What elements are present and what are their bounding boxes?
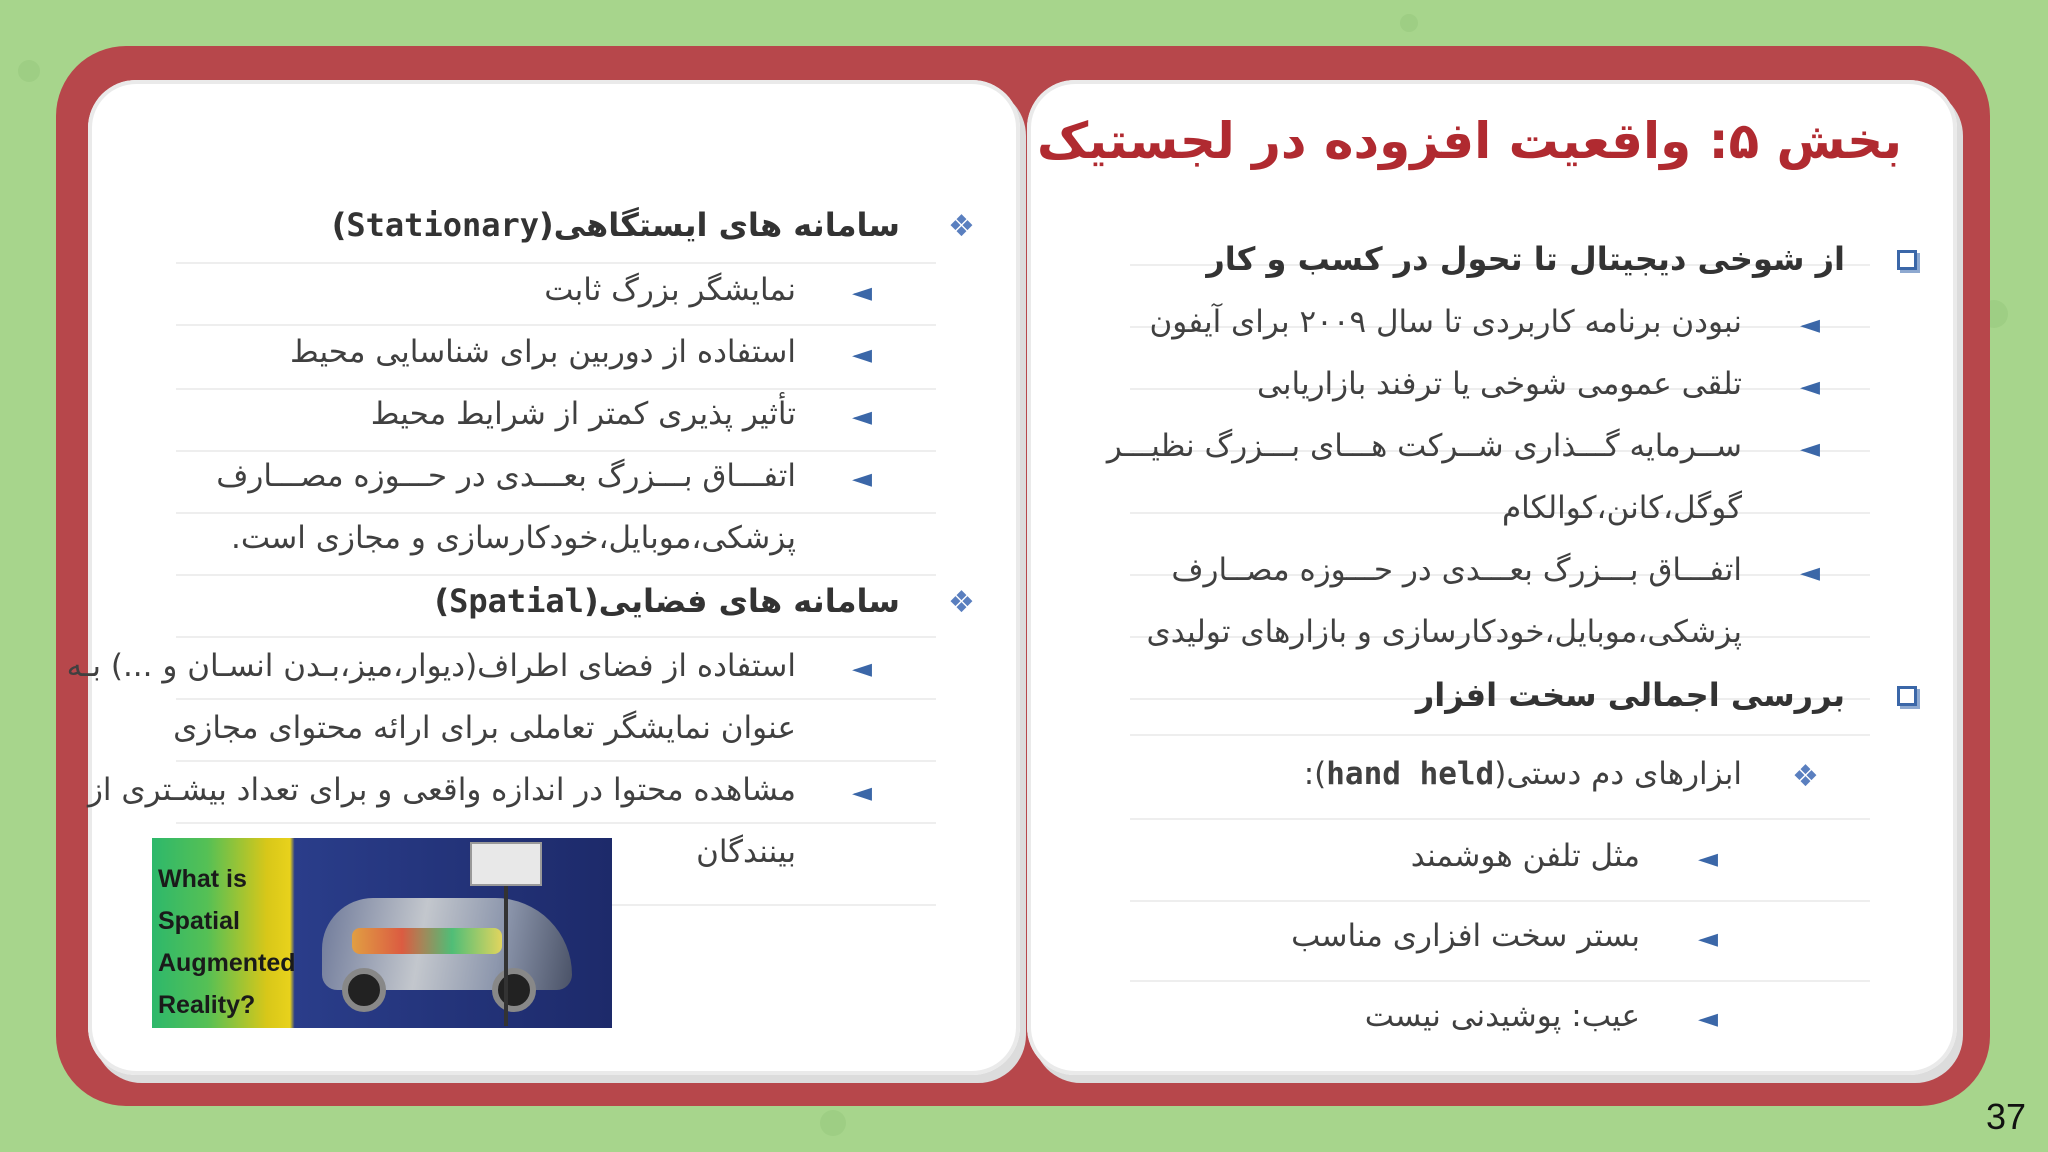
list-item: مشاهده محتوا در اندازه واقعی و برای تعداد بیشـتری از	[87, 772, 796, 808]
list-item-continued: پزشکی،موبایل،خودکارسازی و بازارهای تولیدی	[1146, 614, 1742, 650]
section-heading-tail: )	[434, 582, 450, 620]
wheel-shape	[492, 968, 536, 1012]
ruled-line	[1130, 980, 1870, 982]
list-item-continued: پزشکی،موبایل،خودکارسازی و مجازی است.	[231, 520, 796, 556]
triangle-bullet-icon: ◄	[1800, 434, 1820, 464]
list-item: تأثیر پذیری کمتر از شرایط محیط	[370, 396, 796, 432]
sub-heading	[1304, 756, 1742, 792]
list-item: استفاده از دوربین برای شناسایی محیط	[290, 334, 796, 370]
ruled-line	[176, 574, 936, 576]
image-caption: What is Spatial Augmented Reality?	[158, 865, 296, 1019]
diamond-bullet-icon: ❖	[948, 209, 975, 244]
sub-heading-tail: ):	[1303, 756, 1327, 792]
ruled-line	[176, 512, 936, 514]
list-item-continued: گوگل،کانن،کوالکام	[1501, 490, 1742, 526]
triangle-bullet-icon: ◄	[1698, 924, 1718, 954]
triangle-bullet-icon: ◄	[852, 778, 872, 808]
section-heading: بررسی اجمالی سخت افزار	[1415, 676, 1845, 714]
ruled-line	[176, 636, 936, 638]
background-spot	[18, 60, 40, 82]
triangle-bullet-icon: ◄	[852, 654, 872, 684]
background-spot	[820, 1110, 846, 1136]
sub-heading-text: ابزارهای دم دستی(	[1494, 756, 1742, 792]
section-heading: از شوخی دیجیتال تا تحول در کسب و کار	[1206, 240, 1845, 278]
list-item: بستر سخت افزاری مناسب	[1291, 918, 1640, 954]
triangle-bullet-icon: ◄	[1800, 372, 1820, 402]
diamond-bullet-icon: ❖	[948, 585, 975, 620]
slide-title: بخش ۵: واقعیت افزوده در لجستیک	[1037, 112, 1902, 170]
list-item-continued: بینندگان	[696, 834, 796, 870]
ruled-line	[1130, 900, 1870, 902]
ruled-line	[176, 760, 936, 762]
ruled-line	[176, 262, 936, 264]
triangle-bullet-icon: ◄	[852, 278, 872, 308]
background-spot	[1400, 14, 1418, 32]
wheel-shape	[342, 968, 386, 1012]
ruled-line	[176, 822, 936, 824]
ruled-line	[176, 698, 936, 700]
ruled-line	[1130, 734, 1870, 736]
triangle-bullet-icon: ◄	[1698, 1004, 1718, 1034]
ruled-line	[176, 450, 936, 452]
triangle-bullet-icon: ◄	[852, 402, 872, 432]
ruled-line	[176, 324, 936, 326]
sub-heading-latin: hand held	[1326, 756, 1495, 792]
projector-shape	[470, 842, 542, 886]
diamond-bullet-icon: ❖	[1792, 759, 1819, 794]
section-heading-text: سامانه های فضایی(	[583, 582, 900, 620]
page-number: 37	[1985, 1096, 2026, 1137]
triangle-bullet-icon: ◄	[852, 340, 872, 370]
triangle-bullet-icon: ◄	[1800, 310, 1820, 340]
section-heading-latin: Stationary	[346, 206, 540, 244]
ruled-line	[176, 388, 936, 390]
ruled-line	[1130, 512, 1870, 514]
list-item: اتفـــاق بـــزرگ بعـــدی در حـــوزه مصــارف	[1171, 552, 1742, 588]
spatial-ar-image	[152, 838, 612, 1028]
checkbox-bullet-icon	[1897, 250, 1917, 270]
checkbox-bullet-icon	[1897, 686, 1917, 706]
list-item: مثل تلفن هوشمند	[1410, 838, 1640, 874]
section-heading-latin: Spatial	[449, 582, 584, 620]
triangle-bullet-icon: ◄	[852, 464, 872, 494]
list-item-continued: عنوان نمایشگر تعاملی برای ارائه محتوای مجازی	[173, 710, 796, 746]
list-item: اتفـــاق بـــزرگ بعـــدی در حـــوزه مصـــارف	[216, 458, 796, 494]
list-item: عیب: پوشیدنی نیست	[1364, 998, 1640, 1034]
list-item: نبودن برنامه کاربردی تا سال ۲۰۰۹ برای آیفون	[1149, 304, 1742, 340]
list-item: تلقی عمومی شوخی یا ترفند بازاریابی	[1257, 366, 1742, 402]
list-item: استفاده از فضای اطراف(دیوار،میز،بـدن انسـان و ...) بـه	[66, 648, 796, 684]
list-item: نمایشگر بزرگ ثابت	[544, 272, 796, 308]
section-heading	[332, 206, 900, 244]
tripod-shape	[504, 886, 508, 1026]
section-heading-tail: )	[331, 206, 347, 244]
ruled-line	[1130, 818, 1870, 820]
section-heading	[434, 582, 900, 620]
triangle-bullet-icon: ◄	[1800, 558, 1820, 588]
projection-overlay	[352, 928, 502, 954]
list-item: ســرمایه گـــذاری شــرکت هـــای بـــزرگ نظیـــر	[1106, 428, 1742, 464]
triangle-bullet-icon: ◄	[1698, 844, 1718, 874]
section-heading-text: سامانه های ایستگاهی(	[539, 206, 900, 244]
